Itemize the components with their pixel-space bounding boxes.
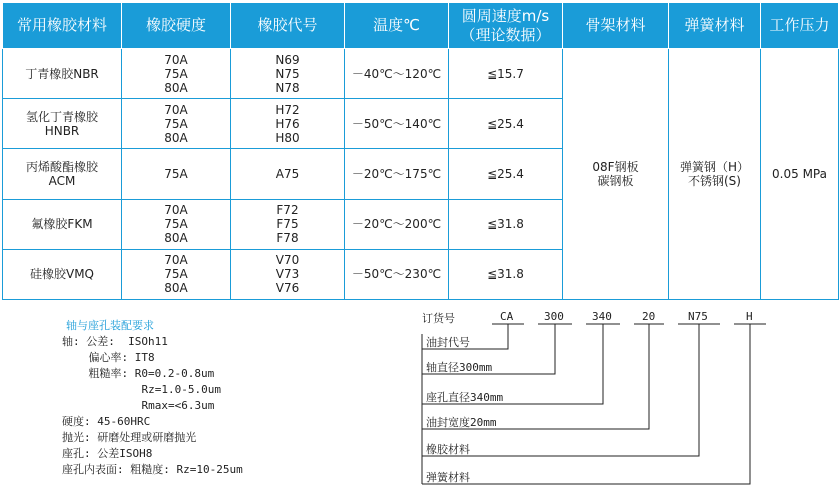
header-material: 常用橡胶材料	[3, 3, 122, 49]
notes-line: Rmax=<6.3um	[62, 399, 215, 412]
material-name: 氟橡胶FKM	[31, 217, 93, 232]
material-name: ACM	[48, 173, 76, 188]
frame-material	[563, 49, 669, 300]
notes-line: 硬度: 45-60HRC	[62, 415, 151, 428]
header-spring: 弹簧材料	[669, 3, 761, 49]
rubber-code: V70	[275, 253, 300, 268]
rubber-code: H72	[275, 102, 300, 117]
hardness-value: 75A	[164, 66, 188, 81]
order-label: 轴直径300mm	[426, 361, 493, 374]
notes-line: 轴: 公差: ISOh11	[62, 335, 168, 348]
rubber-code: N75	[275, 66, 300, 81]
rubber-code: F78	[276, 231, 299, 246]
material-name: 氢化丁青橡胶	[25, 109, 98, 124]
rubber-code: H76	[275, 116, 300, 131]
hardness-value: 80A	[164, 231, 188, 246]
hardness-value: 75A	[164, 166, 188, 181]
spring-line: 不锈钢(S)	[688, 174, 741, 188]
hardness-value: 70A	[164, 253, 188, 268]
header-speed-line1: 圆周速度m/s	[461, 6, 550, 25]
hardness-value: 80A	[164, 80, 188, 95]
speed-value: ≦15.7	[449, 49, 563, 99]
spring-line: 弹簧钢（H）	[679, 160, 750, 174]
rubber-code: V76	[275, 281, 300, 296]
frame-line: 碳钢板	[597, 174, 634, 188]
rubber-code: A75	[275, 166, 300, 181]
hardness-value: 70A	[164, 102, 188, 117]
notes-line: 粗糙率: R0=0.2-0.8um	[62, 367, 215, 380]
order-code-diagram	[420, 306, 820, 496]
order-label: 油封代号	[426, 336, 470, 349]
hardness-value: 70A	[164, 52, 188, 67]
working-pressure: 0.05 MPa	[761, 49, 839, 300]
hardness-value: 75A	[164, 267, 188, 282]
order-label: 油封宽度20mm	[426, 416, 497, 429]
header-speed-line2: （理论数据）	[460, 25, 551, 44]
header-temp: 温度℃	[345, 3, 449, 49]
order-code-label: 订货号	[422, 312, 455, 325]
temp-range: －40℃～120℃	[345, 49, 449, 99]
rubber-code: N69	[275, 52, 300, 67]
notes-title: 轴与座孔装配要求	[66, 319, 154, 332]
speed-value: ≦25.4	[449, 99, 563, 149]
rubber-code: F75	[276, 217, 299, 232]
notes-line: 偏心率: IT8	[62, 351, 155, 364]
speed-value: ≦25.4	[449, 149, 563, 199]
temp-range: －20℃～175℃	[345, 149, 449, 199]
spec-table	[2, 2, 839, 300]
rubber-code: F72	[276, 203, 299, 218]
header-speed	[449, 3, 563, 49]
order-code-part: N75	[688, 310, 708, 323]
assembly-notes	[62, 318, 243, 478]
order-label: 橡胶材料	[426, 443, 470, 456]
material-name: 丁青橡胶NBR	[25, 66, 99, 81]
notes-line: 座孔: 公差ISOH8	[62, 447, 153, 460]
temp-range: －20℃～200℃	[345, 199, 449, 249]
notes-line: Rz=1.0-5.0um	[62, 383, 221, 396]
order-code-part: 340	[592, 310, 612, 323]
order-code-part: 20	[642, 310, 656, 323]
temp-range: －50℃～230℃	[345, 249, 449, 299]
order-code-part: H	[746, 310, 753, 323]
header-hardness: 橡胶硬度	[122, 3, 231, 49]
order-label: 弹簧材料	[426, 471, 470, 484]
header-frame: 骨架材料	[563, 3, 669, 49]
header-pressure: 工作压力	[761, 3, 839, 49]
rubber-code: H80	[275, 130, 300, 145]
hardness-value: 80A	[164, 130, 188, 145]
frame-line: 08F钢板	[592, 160, 639, 174]
hardness-value: 75A	[164, 116, 188, 131]
hardness-value: 70A	[164, 203, 188, 218]
header-code: 橡胶代号	[231, 3, 345, 49]
spring-material	[669, 49, 761, 300]
material-name: 硅橡胶VMQ	[29, 267, 94, 282]
material-name: HNBR	[44, 123, 80, 138]
order-label: 座孔直径340mm	[426, 391, 504, 404]
notes-line: 抛光: 研磨处理或研磨抛光	[62, 431, 197, 444]
table-row	[3, 49, 839, 99]
notes-line: 座孔内表面: 粗糙度: Rz=10-25um	[62, 463, 243, 476]
temp-range: －50℃～140℃	[345, 99, 449, 149]
hardness-value: 75A	[164, 217, 188, 232]
speed-value: ≦31.8	[449, 199, 563, 249]
rubber-code: N78	[275, 80, 300, 95]
order-code-part: CA	[500, 310, 514, 323]
rubber-code: V73	[275, 267, 300, 282]
speed-value: ≦31.8	[449, 249, 563, 299]
order-code-part: 300	[544, 310, 564, 323]
hardness-value: 80A	[164, 281, 188, 296]
material-name: 丙烯酸酯橡胶	[25, 159, 98, 174]
